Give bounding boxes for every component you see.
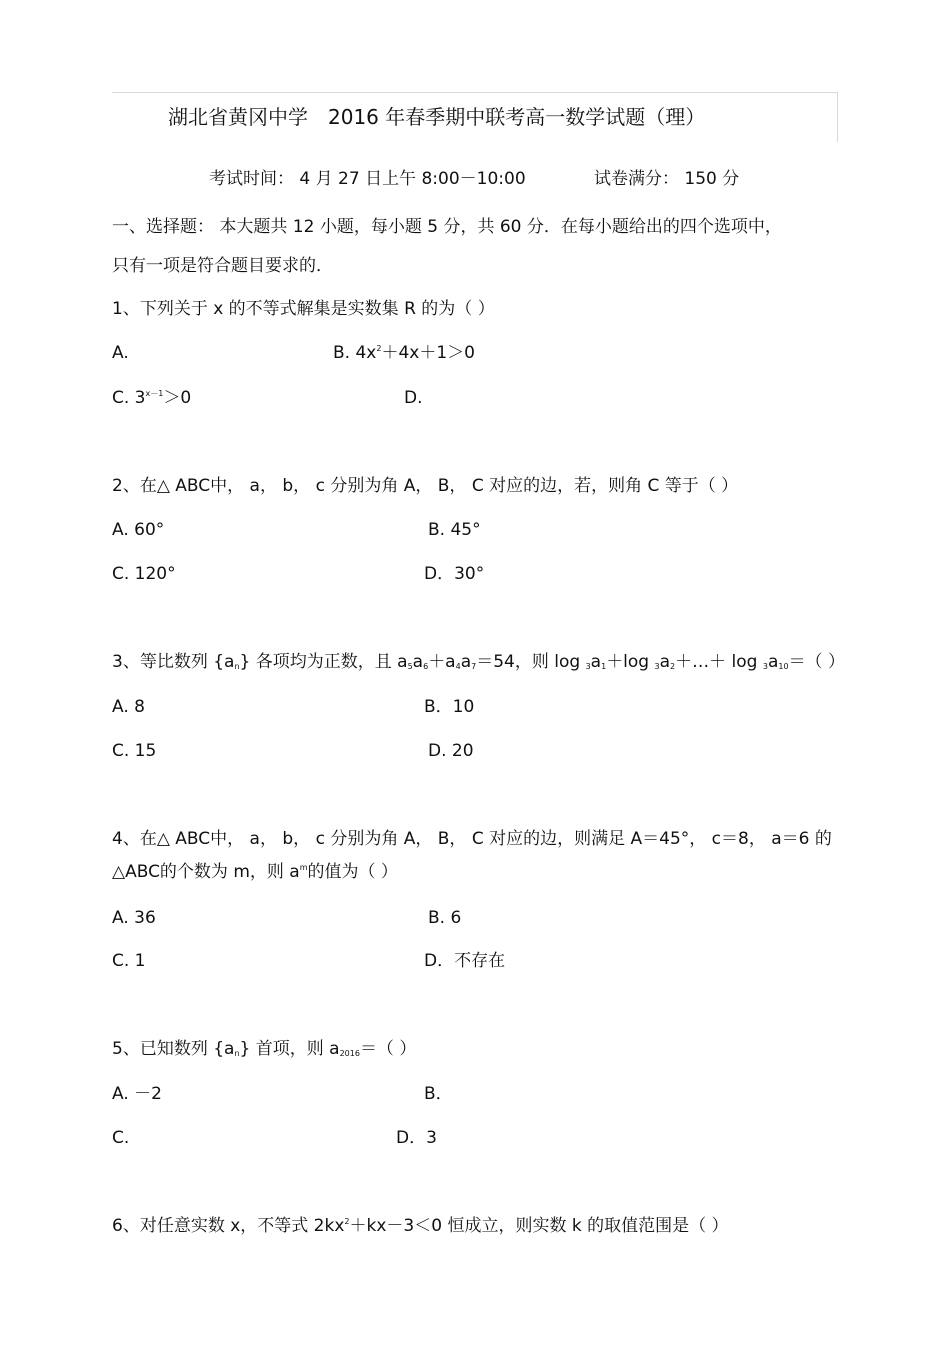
question-1-option-d: D. [404,388,423,408]
question-3-option-b: B．10 [424,697,475,717]
question-5-option-c: C. [112,1128,130,1148]
question-1-option-b: B. $4x^2+4x+1>0$ [333,343,475,363]
section-instructions-line1: 一、选择题： 本大题共 12 小题，每小题 5 分，共 60 分．在每小题给出的四个选项中， [112,217,782,237]
question-4-stem-line1: 4、在△ ABC中， a， b， c 分别为角 A， B， C 对应的边，则满足 A＝45°， c＝8， a＝6 的 [112,829,832,849]
header-rule [112,92,837,93]
question-1-stem: 1、下列关于 x 的不等式解集是实数集 R 的为（ ） [112,299,495,319]
question-4-stem-line2: △ABC的个数为 m，则 $a^m$的值为（ ） [112,862,398,882]
full-score: 试卷满分： 150 分 [594,169,740,189]
question-1-option-a: A. [112,343,129,363]
question-3-option-c: C. 15 [112,741,157,761]
question-3-option-d: D. 20 [428,741,474,761]
question-4-option-a: A. 36 [112,908,156,928]
question-5-option-a: A. －2 [112,1084,162,1104]
question-1-option-c: C. $3^{x-1}>0$ [112,388,192,408]
question-4-option-b: B. 6 [428,908,462,928]
exam-time: 考试时间： 4 月 27 日上午 8:00－10:00 [209,169,526,189]
header-rule-vertical [837,92,838,142]
question-3-stem: 3、等比数列 $\{a_n\}$ 各项均为正数，且 $a_5a_6+a_4a_7=54$，则 $\log _3a_1+\log$ $_3a_2+\dots+ \log _3a_{10}=$（ ） [112,652,845,672]
question-2-option-d: D．30° [424,564,485,584]
question-4-option-d: D．不存在 [424,951,506,971]
question-2-option-c: C. 120° [112,564,176,584]
question-5-stem: 5、已知数列 $\{a_n\}$ 首项，则 $a_{2016}=$（ ） [112,1039,417,1059]
question-2-stem: 2、在△ ABC中， a， b， c 分别为角 A， B， C 对应的边，若，则角 C 等于（ ） [112,476,739,496]
question-5-option-b: B． [424,1084,453,1104]
question-4-option-c: C. 1 [112,951,146,971]
section-instructions-line2: 只有一项是符合题目要求的． [112,256,333,276]
question-2-option-a: A. 60° [112,520,165,540]
question-5-option-d: D．3 [396,1128,437,1148]
page-title: 湖北省黄冈中学 2016 年春季期中联考高一数学试题（理） [168,105,706,129]
question-2-option-b: B. 45° [428,520,481,540]
question-3-option-a: A. 8 [112,697,145,717]
question-6-stem: 6、对任意实数 x，不等式 $2kx^2+kx-3<0$ 恒成立，则实数 k 的取值范围是（ ） [112,1216,729,1236]
